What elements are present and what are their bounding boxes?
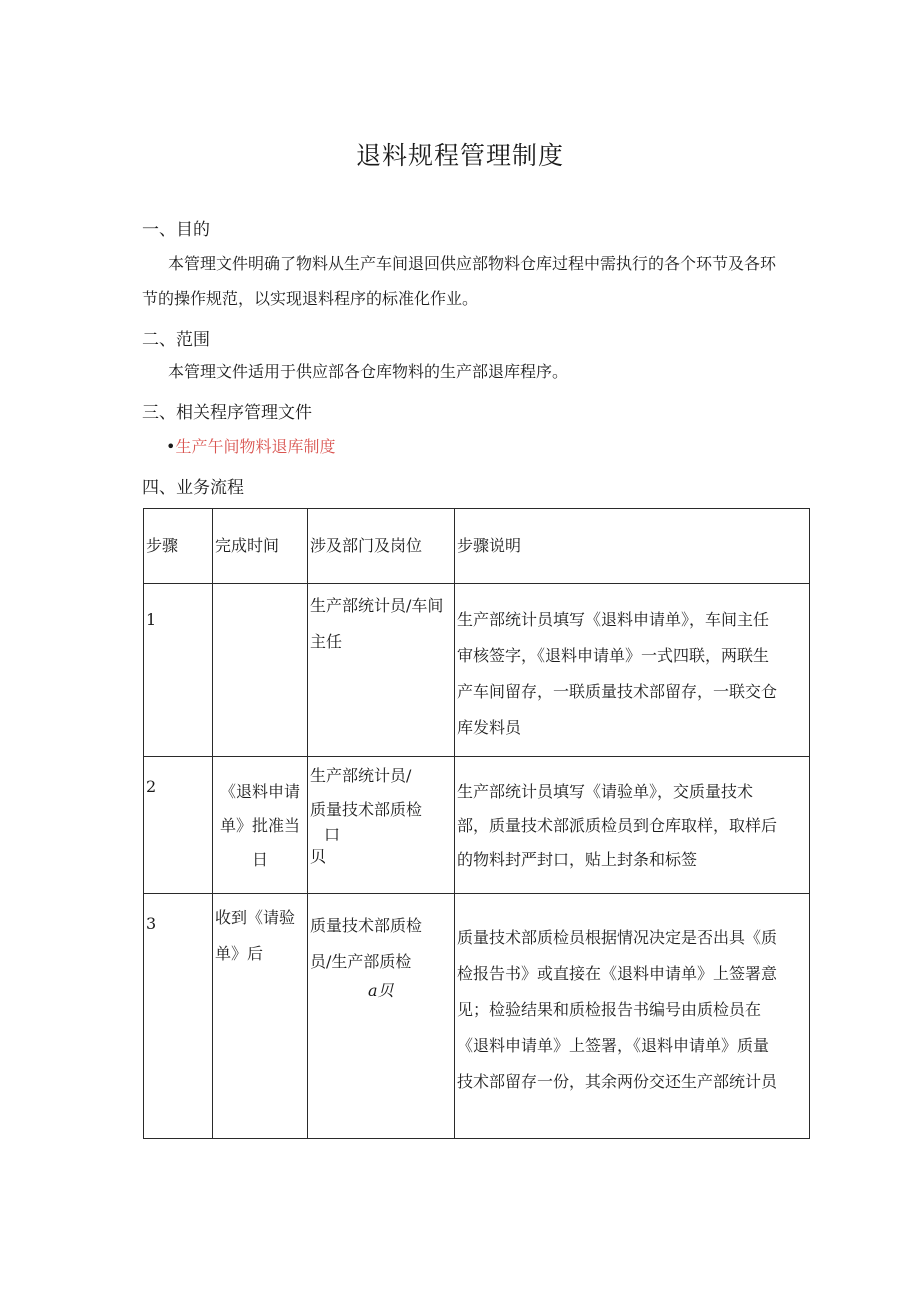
- desc-line: 审核签字，《退料申请单》一式四联，两联生: [457, 646, 770, 665]
- dept-line: 质量技术部质检: [310, 800, 423, 819]
- scope-text: 本管理文件适用于供应部各仓库物料的生产部退库程序。: [168, 362, 569, 381]
- cell-desc: [455, 757, 810, 894]
- cell-step: [144, 757, 213, 894]
- desc-line: 技术部留存一份，其余两份交还生产部统计员: [457, 1072, 778, 1091]
- purpose-text-line2: 节的操作规范，以实现退料程序的标准化作业。: [142, 289, 479, 308]
- dept-line: 贝: [310, 847, 327, 866]
- header-dept: 涉及部门及岗位: [308, 509, 455, 584]
- section-related-heading: 三、相关程序管理文件: [142, 403, 312, 423]
- time-line: 收到《请验: [215, 908, 296, 927]
- desc-line: 检报告书》或直接在《退料申请单》上签署意: [457, 964, 778, 983]
- header-desc: 步骤说明: [455, 509, 810, 584]
- section-scope-heading: 二、范围: [142, 330, 210, 350]
- desc-line: 见；检验结果和质检报告书编号由质检员在: [457, 1000, 762, 1019]
- dept-line: 主任: [310, 632, 343, 651]
- time-line: 单》批准当: [219, 816, 300, 835]
- bullet-icon: •: [166, 437, 176, 456]
- table-row: [144, 584, 810, 757]
- desc-line: 产车间留存，一联质量技术部留存，一联交仓: [457, 682, 778, 701]
- cell-time: [213, 584, 308, 757]
- header-time: 完成时间: [213, 509, 308, 584]
- dept-line: a贝: [368, 981, 394, 1000]
- section-purpose-heading: 一、目的: [142, 220, 210, 240]
- step-number: 1: [146, 610, 157, 629]
- dept-line: 生产部统计员/车间: [310, 596, 444, 615]
- table-row: [144, 757, 810, 894]
- desc-line: 库发料员: [457, 718, 522, 737]
- cell-step: [144, 584, 213, 757]
- desc-line: 质量技术部质检员根据情况决定是否出具《质: [457, 928, 778, 947]
- cell-desc: [455, 894, 810, 1139]
- cell-dept: [308, 894, 455, 1139]
- desc-line: 生产部统计员填写《退料申请单》，车间主任: [457, 610, 770, 629]
- purpose-text-line1: 本管理文件明确了物料从生产车间退回供应部物料仓库过程中需执行的各个环节及各环: [168, 254, 777, 273]
- related-doc-link[interactable]: 生产午间物料退库制度: [175, 437, 336, 456]
- dept-line: 员/生产部质检: [310, 952, 412, 971]
- table-row: [144, 894, 810, 1139]
- cell-desc: [455, 584, 810, 757]
- page-title: 退料规程管理制度: [355, 141, 564, 170]
- time-line: 日: [251, 850, 268, 869]
- step-number: 2: [146, 777, 157, 796]
- cell-time: [213, 757, 308, 894]
- section-flow-heading: 四、业务流程: [142, 478, 244, 498]
- desc-line: 部，质量技术部派质检员到仓库取样，取样后: [457, 816, 778, 835]
- dept-line: 口: [324, 825, 341, 844]
- cell-time: [213, 894, 308, 1139]
- desc-line: 生产部统计员填写《请验单》，交质量技术: [457, 782, 754, 801]
- dept-line: 生产部统计员/: [310, 766, 412, 785]
- cell-dept: [308, 757, 455, 894]
- time-line: 单》后: [215, 944, 264, 963]
- desc-line: 的物料封严封口，贴上封条和标签: [457, 850, 698, 869]
- step-number: 3: [146, 914, 157, 933]
- related-doc-item: [166, 437, 335, 457]
- table-header-row: [144, 509, 810, 584]
- process-table: [143, 508, 810, 1139]
- cell-dept: [308, 584, 455, 757]
- time-line: 《退料申请: [219, 782, 300, 801]
- header-step: 步骤: [144, 509, 213, 584]
- dept-line: 质量技术部质检: [310, 916, 423, 935]
- desc-line: 《退料申请单》上签署，《退料申请单》质量: [457, 1036, 770, 1055]
- cell-step: [144, 894, 213, 1139]
